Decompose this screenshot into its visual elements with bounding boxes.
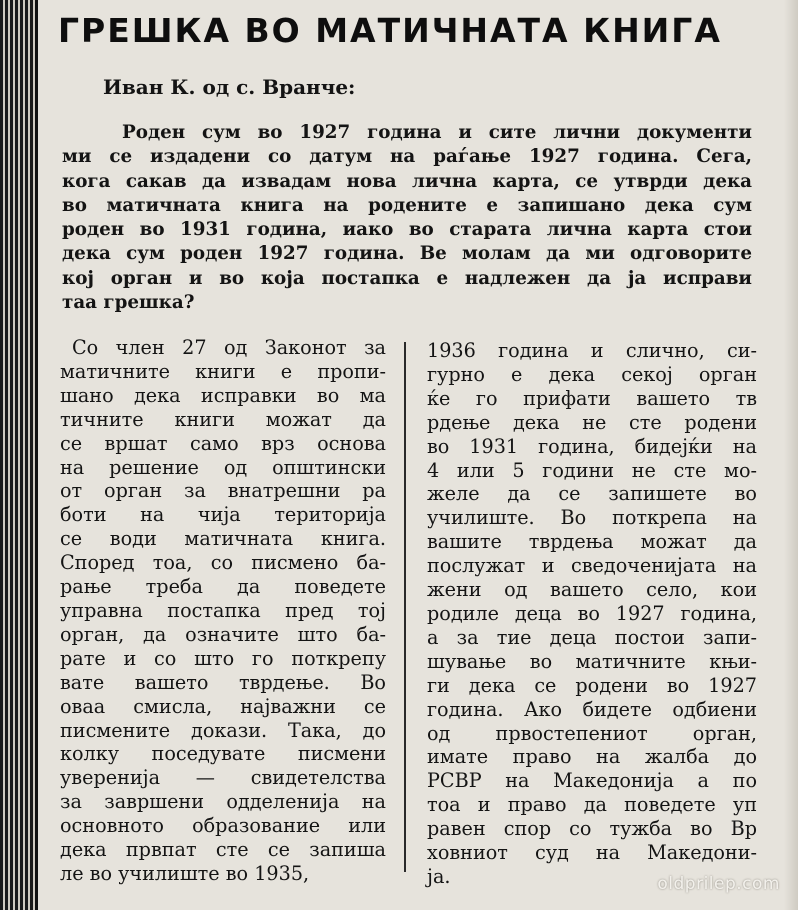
left-border-stripes bbox=[0, 0, 36, 910]
text-line: се вршат само врз основа bbox=[60, 431, 386, 455]
text-line: тоа и право да поведете уп bbox=[427, 793, 757, 817]
text-line: управна постапка пред тој bbox=[60, 598, 386, 622]
text-line: орган, да означите што ба- bbox=[60, 622, 386, 646]
text-line: от орган за внатрешни ра bbox=[60, 479, 386, 503]
text-line: 1936 година и слично, си- bbox=[427, 339, 757, 362]
text-line: ховниот суд на Македони- bbox=[427, 841, 757, 865]
text-line: шување во матичните књи- bbox=[427, 649, 757, 673]
text-line: ми се издадени со датум на раѓање 1927 година. Сега, bbox=[62, 146, 752, 168]
text-line: вашите тврдења можат да bbox=[427, 530, 757, 554]
text-line: вате вашето тврдење. Во bbox=[60, 670, 386, 694]
text-line: желе да се запишете во bbox=[427, 482, 757, 506]
text-line: ле во училиште во 1935, bbox=[60, 861, 310, 885]
text-line: родиле деца во 1927 година, bbox=[427, 601, 757, 625]
text-line: рање треба да поведете bbox=[60, 575, 386, 599]
text-line: имате право на жалба до bbox=[427, 745, 757, 769]
text-line: се води матичната книга. bbox=[60, 527, 386, 551]
right-page-edge bbox=[784, 0, 798, 910]
answer-column-left bbox=[60, 336, 386, 886]
text-line: за завршени одделенија на bbox=[60, 790, 386, 814]
article-headline: ГРЕШКА ВО МАТИЧНАТА КНИГА bbox=[58, 11, 722, 50]
text-line: рдење дека не сте родени bbox=[427, 410, 757, 434]
text-line: дека сум роден 1927 година. Ве молам да ми одговорите bbox=[62, 243, 752, 265]
text-line: кој орган и во која постапка е надлежен да ја исправи bbox=[62, 267, 752, 289]
text-line: РСВР на Македонија а по bbox=[427, 769, 757, 793]
text-line: Според тоа, со писмено ба- bbox=[60, 551, 386, 575]
text-line: ќе го прифати вашето тв bbox=[427, 386, 757, 410]
text-line: Роден сум во 1927 година и сите лични документи bbox=[122, 122, 752, 143]
text-line: роден во 1931 година, иако во старата лична карта стои bbox=[62, 219, 752, 241]
text-line: матичните книги е пропи- bbox=[60, 359, 386, 383]
text-line: уверенија — свидетелства bbox=[60, 766, 386, 790]
question-byline: Иван К. од с. Вранче: bbox=[103, 75, 356, 99]
text-line: равен спор со тужба во Вр bbox=[427, 817, 757, 841]
text-line: од првостепениот орган, bbox=[427, 721, 757, 745]
text-line: а за тие деца постои запи- bbox=[427, 625, 757, 649]
text-line: рате и со што го поткрепу bbox=[60, 646, 386, 670]
text-line: Со член 27 од Законот за bbox=[72, 336, 386, 359]
text-line: година. Ако бидете одбиени bbox=[427, 697, 757, 721]
text-line: училиште. Во поткрепа на bbox=[427, 506, 757, 530]
text-line: таа грешка? bbox=[62, 292, 195, 314]
watermark: oldprilep.com bbox=[657, 874, 780, 894]
text-line: писмените докази. Така, до bbox=[60, 718, 386, 742]
text-line: во 1931 година, бидејќи на bbox=[427, 434, 757, 458]
text-line: ги дека се родени во 1927 bbox=[427, 673, 757, 697]
text-line: 4 или 5 години не сте мо- bbox=[427, 458, 757, 482]
text-line: основното образование или bbox=[60, 814, 386, 838]
text-line: послужат и сведоченијата на bbox=[427, 554, 757, 578]
text-line: тичните книги можат да bbox=[60, 407, 386, 431]
column-divider bbox=[404, 342, 406, 872]
text-line: дека првпат сте се запиша bbox=[60, 838, 386, 862]
answer-column-right bbox=[427, 339, 757, 889]
text-line: гурно е дека секој орган bbox=[427, 362, 757, 386]
text-line: кога сакав да извадам нова лична карта, се утврди дека bbox=[62, 170, 752, 192]
text-line: на решение од општински bbox=[60, 455, 386, 479]
text-line: колку поседувате писмени bbox=[60, 742, 386, 766]
reader-question bbox=[62, 121, 752, 315]
text-line: ја. bbox=[427, 864, 451, 888]
text-line: оваа смисла, најважни се bbox=[60, 694, 386, 718]
text-line: во матичната книга на родените е запишано дека сум bbox=[62, 194, 752, 216]
text-line: жени од вашето село, кои bbox=[427, 578, 757, 602]
text-line: шано дека исправки во ма bbox=[60, 383, 386, 407]
text-line: боти на чија територија bbox=[60, 503, 386, 527]
